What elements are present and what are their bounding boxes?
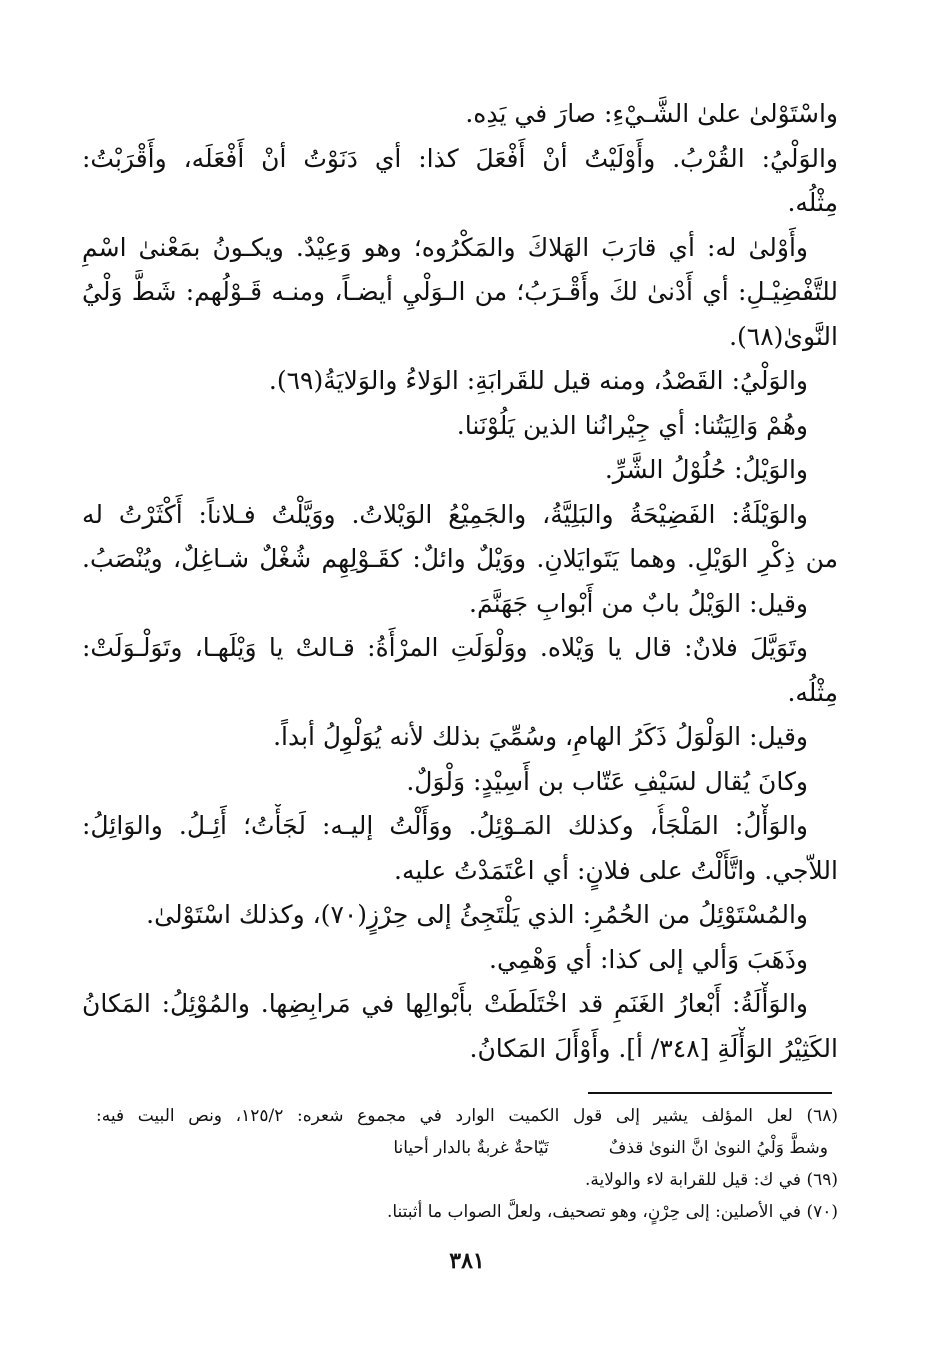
text-line: والوَأْلَةُ: أَبْعارُ الغَنَمِ قد اخْتَلَطَتْ بأَبْوالِها في مَرابِضِها. والمُوْئِلُ: المَكانُ (82, 989, 808, 1018)
poetry-verse (96, 1132, 838, 1164)
footnote-separator (588, 1092, 832, 1094)
main-text (82, 92, 838, 1071)
footnotes (96, 1100, 838, 1228)
text-line: والوَلْيُ: القَصْدُ، ومنه قيل للقَرابَةِ: الوَلاءُ والوَلايَةُ(٦٩). (268, 366, 808, 395)
text-line: للتَّفْضِيْـلِ: أي أَدْنىٰ لكَ وأَقْـرَبُ؛ من الـوَلْيِ أيضـاً، ومنـه قَـوْلُهم: شَطَّ وَلْيُ (82, 277, 838, 306)
text-line: وأَوْلىٰ له: أي قارَبَ الهَلاكَ والمَكْرُوه؛ وهو وَعِيْدٌ. ويكـونُ بمَعْنىٰ اسْمِ (82, 232, 808, 262)
text-line: وذَهَبَ وَألي إلى كذا: أي وَهْمِي. (489, 944, 808, 974)
text-line: اللاّجي. واتَّأَلْتُ على فلانٍ: أي اعْتَمَدْتُ عليه. (394, 855, 838, 885)
text-line: وكانَ يُقال لسَيْفِ عَتّاب بن أَسِيْدٍ: وَلْوَلٌ. (406, 766, 808, 796)
text-line: وقيل: الوَلْوَلُ ذَكَرُ الهامِ، وسُمِّيَ بذلك لأنه يُوَلْوِلُ أبداً. (273, 722, 808, 751)
text-line: وتَوَيَّلَ فلانٌ: قال يا وَيْلاه. ووَلْوَلَتِ المرْأَةُ: قـالتْ يا وَيْلَهـا، وتَوَلْـوَلَتْ: (82, 633, 808, 662)
verse-first-hemistich: وشطَّ وَلْيُ النوىٰ انَّ النوىٰ قذفٌ (608, 1138, 828, 1158)
text-line: وقيل: الوَيْلُ بابٌ من أَبْوابِ جَهَنَّمَ. (469, 588, 808, 618)
page-number: ٣٨١ (449, 1248, 485, 1274)
text-line: والوَيْلَةُ: الفَضِيْحَةُ والبَلِيَّةُ، والجَمِيْعُ الوَيْلاتُ. ووَيَّلْتُ فـلاناً: أَكْثَرْتُ له (82, 499, 808, 529)
text-line: مِثْلُه. (787, 677, 838, 707)
text-line: من ذِكْرِ الوَيْلِ. وهما يَتَوايَلانِ. ووَيْلٌ وائلٌ: كقَـوْلِهِم شُغْلٌ شـاغِلٌ، ويُنْصَبُ. (82, 544, 838, 573)
text-line: والوَلْيُ: القُرْبُ. وأَوْلَيْتُ أنْ أَفْعَلَ كذا: أي دَنَوْتُ أنْ أَفْعَلَه، وأَقْرَبْتُ: (82, 143, 838, 173)
text-line: والوَيْلُ: حُلُوْلُ الشَّرِّ. (604, 455, 808, 484)
footnote-68: (٦٨) لعل المؤلف يشير إلى قول الكميت الوارد في مجموع شعره: ١٢٥/٢، ونص البيت فيه: (96, 1106, 838, 1126)
footnote-70: (٧٠) في الأصلين: إلى حِرْنٍ، وهو تصحيف، ولعلَّ الصواب ما أثبتنا. (386, 1202, 838, 1222)
text-line: والمُسْتَوْئِلُ من الحُمُرِ: الذي يَلْتَجِئُ إلى حِرْزٍ(٧٠)، وكذلك اسْتَوْلىٰ. (146, 900, 808, 929)
text-line: والوَأْلُ: المَلْجَأُ، وكذلك المَـوْئِلُ. ووَأَلْتُ إليـه: لَجَأْتُ؛ أَئِـلُ. والوَائِلُ: (82, 811, 808, 840)
text-line: الكَثِيْرُ الوَأْلَةِ [٣٤٨/ أ]. وأَوْأَلَ المَكانُ. (469, 1033, 838, 1063)
text-line: واسْتَوْلىٰ علىٰ الشَّـيْءِ: صارَ في يَدِه. (465, 99, 838, 128)
text-line: وهُمْ وَالِيَتُنا: أي جِيْرانُنا الذين يَلُوْنَنا. (456, 410, 808, 440)
text-line: مِثْلُه. (787, 188, 838, 217)
verse-second-hemistich: تَيّاحةٌ غربةٌ بالدار أحيانا (393, 1138, 549, 1158)
text-line: النَّوىٰ(٦٨). (729, 321, 838, 351)
footnote-69: (٦٩) في ك: قيل للقرابة لاء والولاية. (584, 1170, 838, 1190)
